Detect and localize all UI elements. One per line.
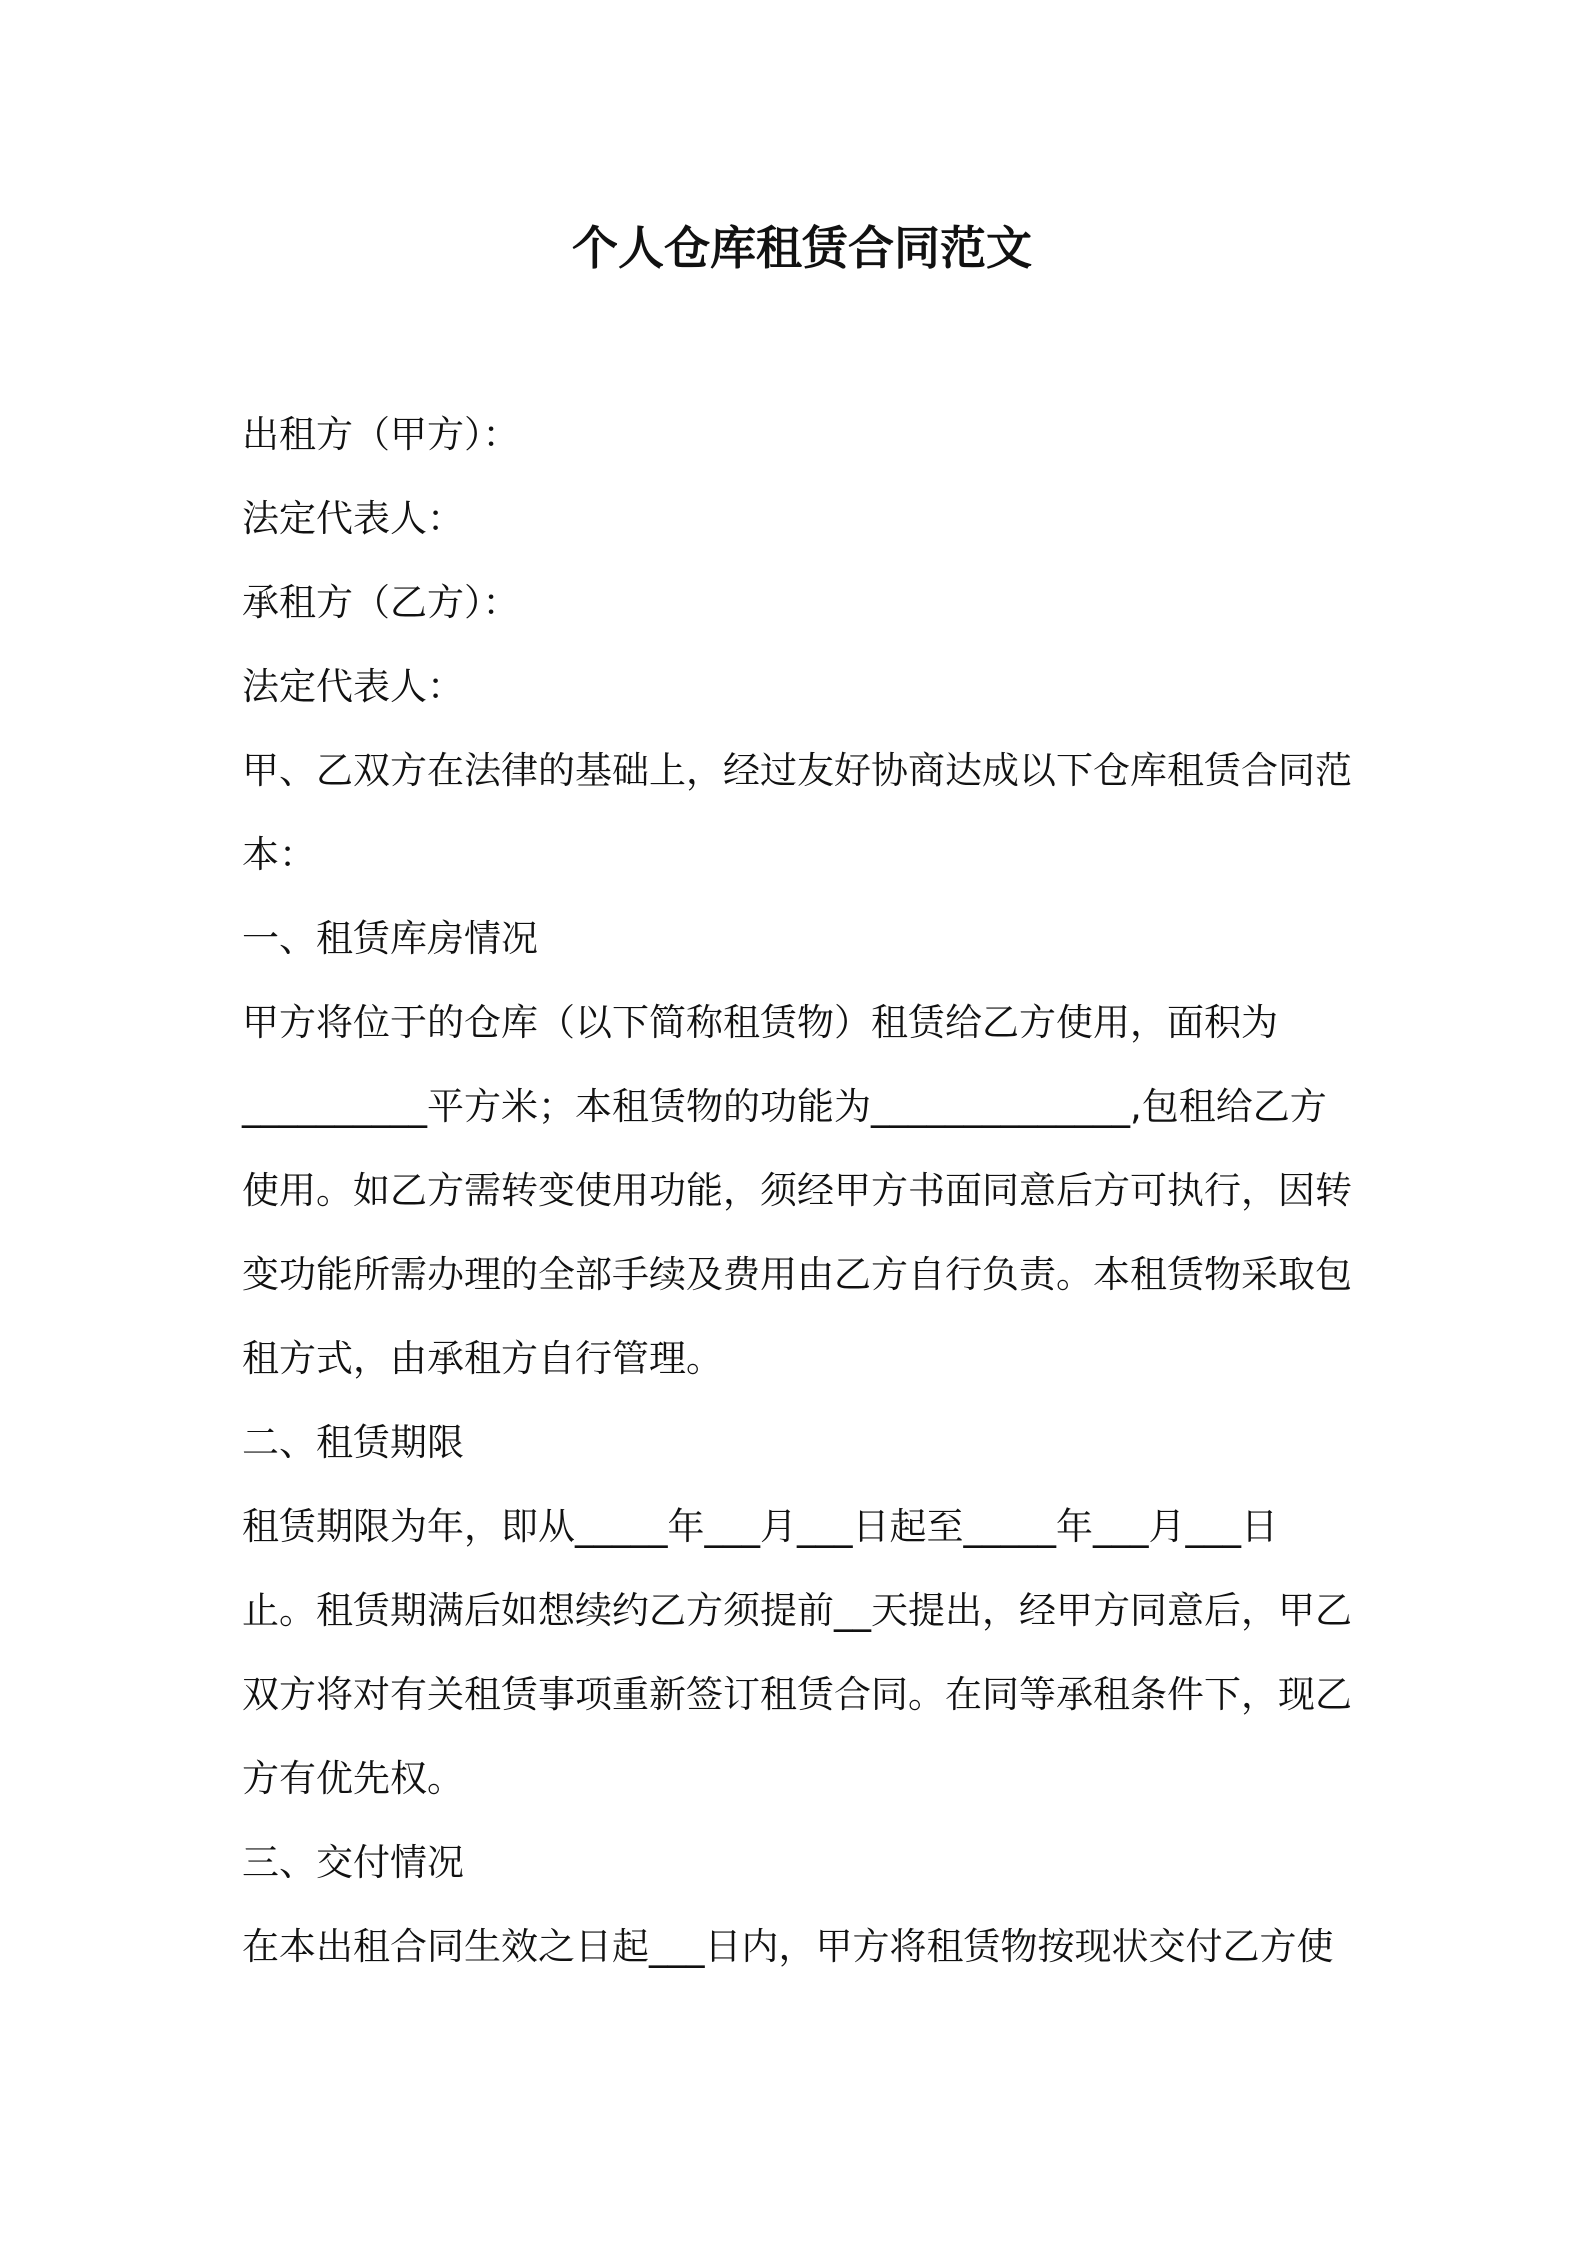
section-text-line: 变功能所需办理的全部手续及费用由乙方自行负责。本租赁物采取包	[242, 1253, 1352, 1296]
preamble-line: 本：	[242, 833, 316, 876]
lessee-label: 承租方（乙方）：	[242, 581, 520, 624]
section-text-line: 租方式，由承租方自行管理。	[242, 1337, 723, 1380]
section-text-line: 方有优先权。	[242, 1757, 464, 1800]
lessor-representative-label: 法定代表人：	[242, 497, 464, 540]
section-text-line: 使用。如乙方需转变使用功能，须经甲方书面同意后方可执行，因转	[242, 1169, 1352, 1212]
section-heading: 三、交付情况	[242, 1841, 464, 1884]
section-text-line: 甲方将位于的仓库（以下简称租赁物）租赁给乙方使用，面积为	[242, 1001, 1278, 1044]
section-text-line: 租赁期限为年，即从_____年___月___日起至_____年___月___日	[242, 1505, 1278, 1548]
section-heading: 一、租赁库房情况	[242, 917, 538, 960]
lessor-label: 出租方（甲方）：	[242, 413, 520, 456]
section-text-line: 双方将对有关租赁事项重新签订租赁合同。在同等承租条件下，现乙	[242, 1673, 1352, 1716]
parties-block	[242, 393, 1372, 729]
section-lease-term	[242, 1401, 1372, 1821]
document-title: 个人仓库租赁合同范文	[572, 221, 1032, 275]
section-heading: 二、租赁期限	[242, 1421, 464, 1464]
section-delivery	[242, 1821, 1372, 1989]
preamble-line: 甲、乙双方在法律的基础上，经过友好协商达成以下仓库租赁合同范	[242, 749, 1352, 792]
section-text-line: 止。租赁期满后如想续约乙方须提前__天提出，经甲方同意后，甲乙	[242, 1589, 1352, 1632]
preamble-paragraph	[242, 729, 1372, 897]
document-body	[242, 393, 1372, 1989]
lessee-representative-label: 法定代表人：	[242, 665, 464, 708]
section-text-line: 在本出租合同生效之日起___日内，甲方将租赁物按现状交付乙方使	[242, 1925, 1334, 1968]
section-lease-premises	[242, 897, 1372, 1401]
section-text-line: __________平方米；本租赁物的功能为______________,包租给乙方	[242, 1085, 1327, 1128]
